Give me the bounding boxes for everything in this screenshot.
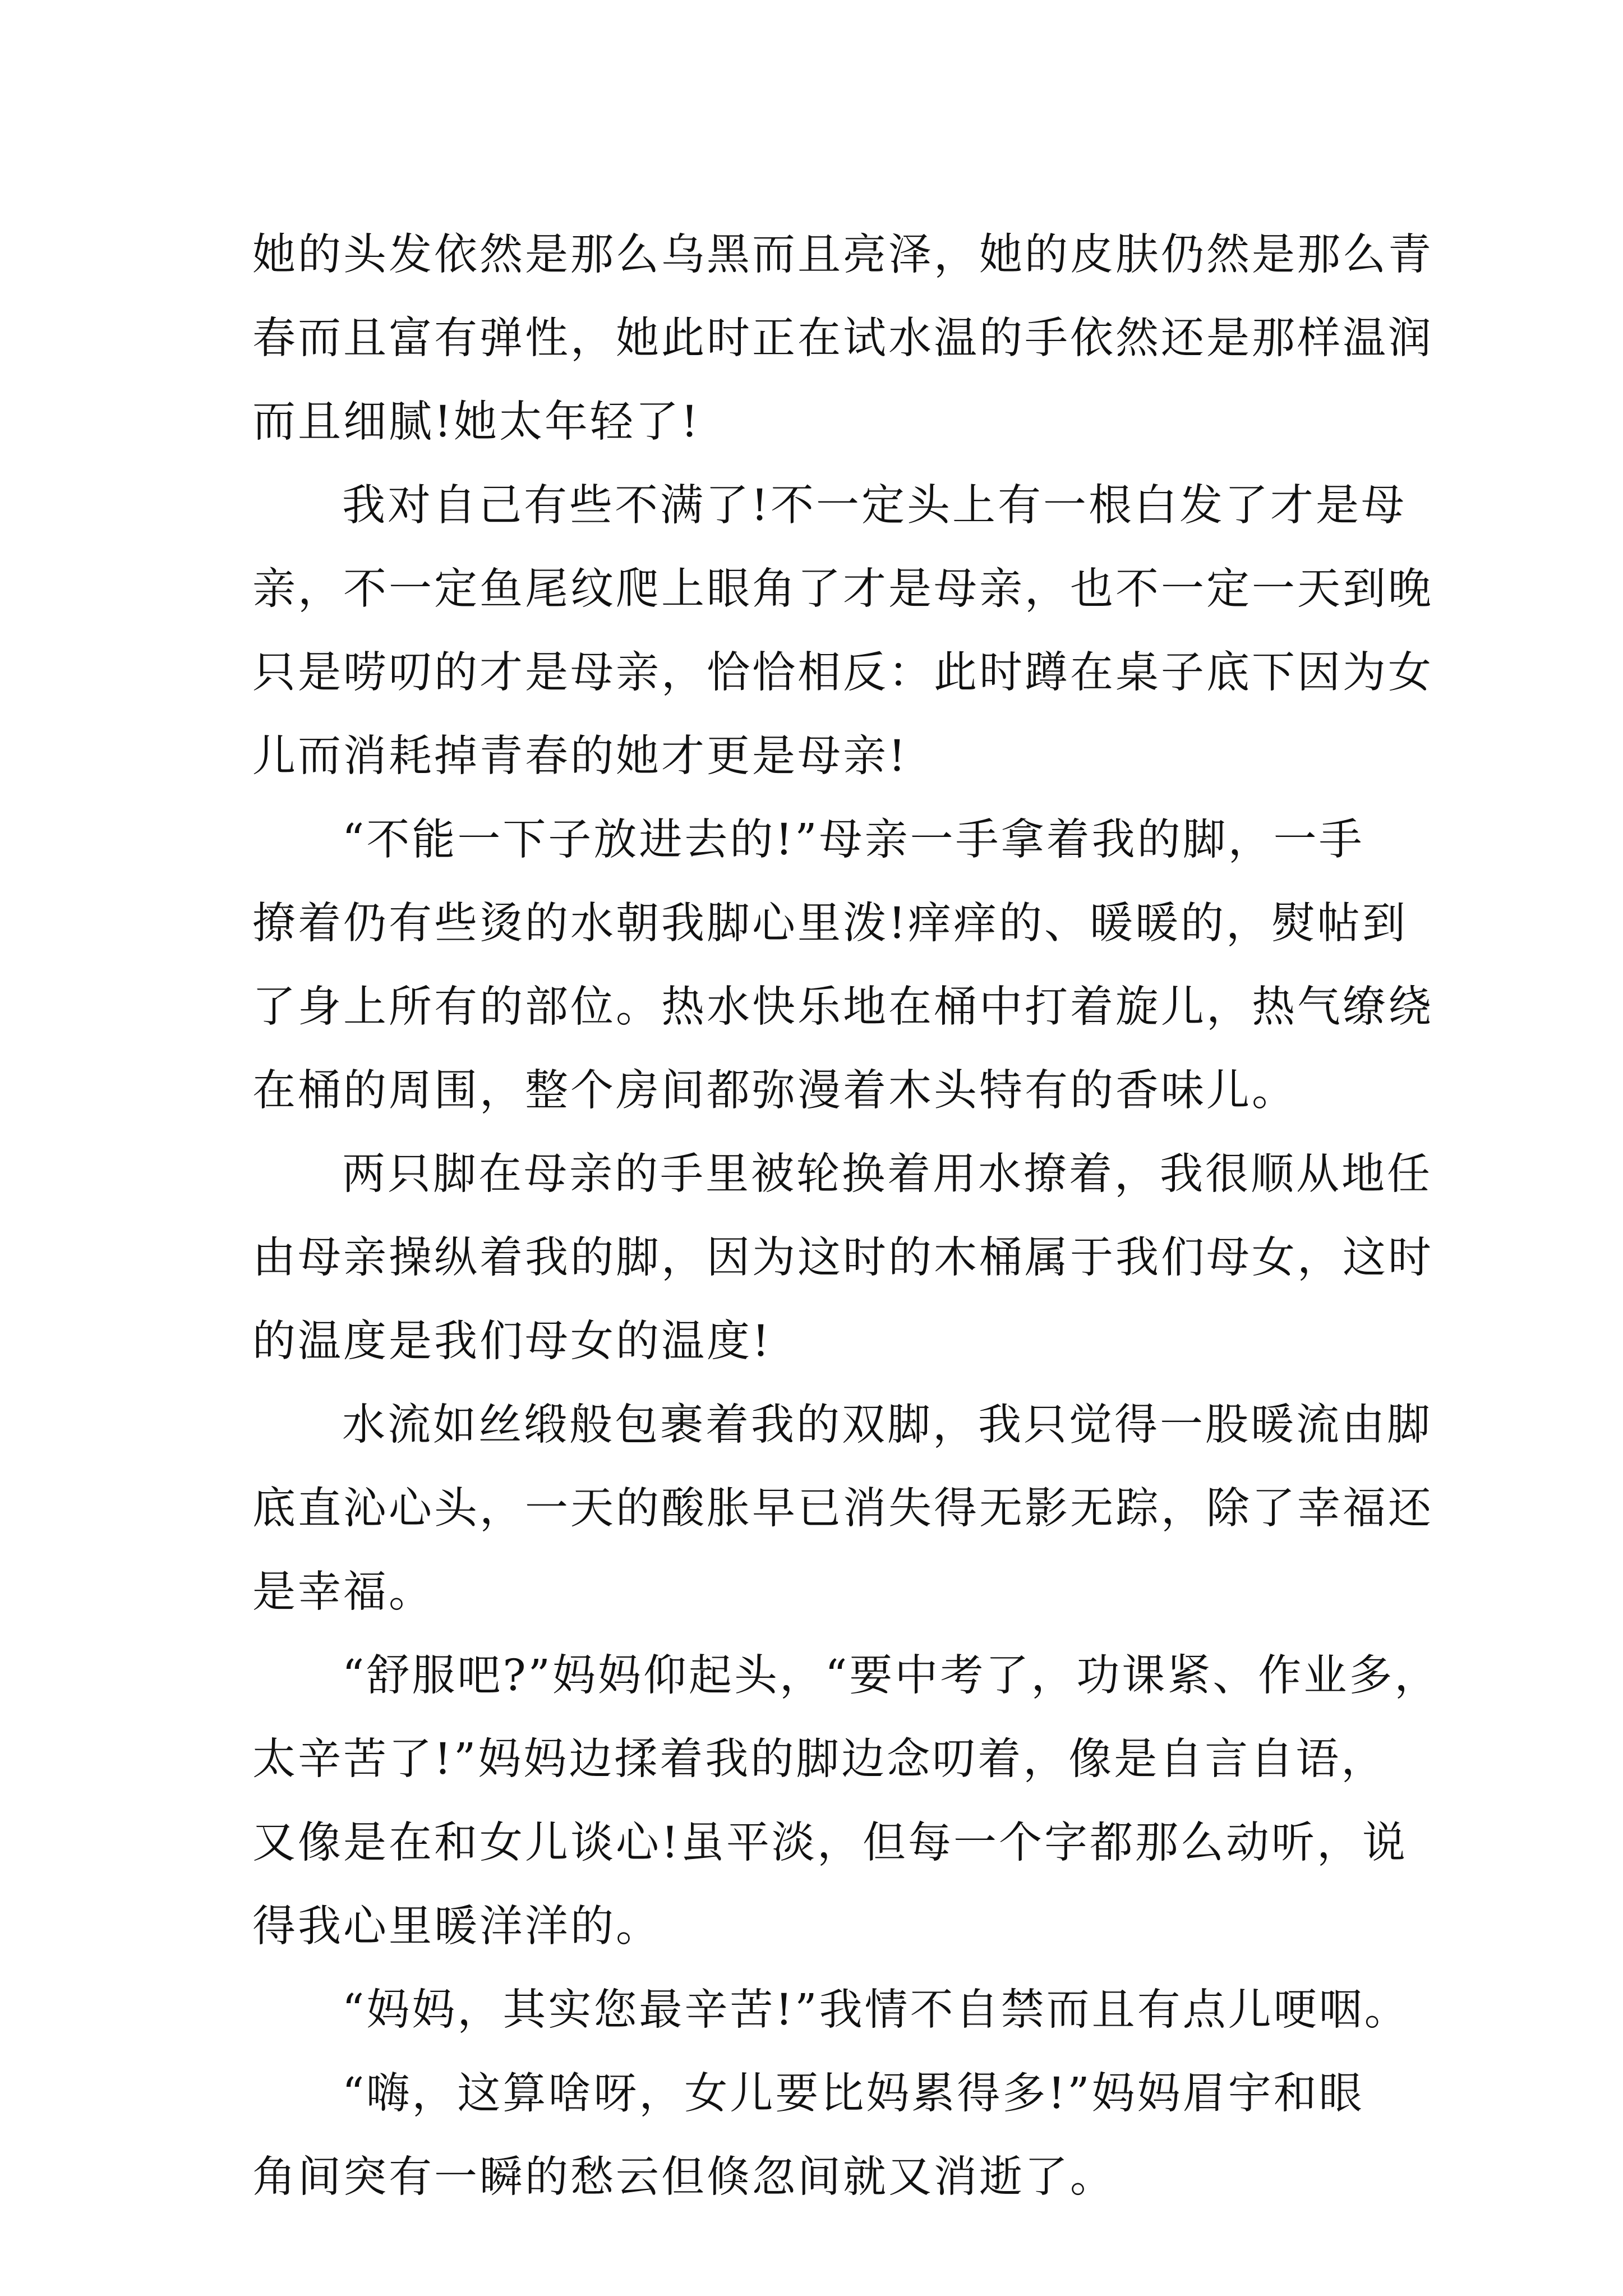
paragraph bbox=[252, 798, 1433, 1133]
paragraph bbox=[252, 213, 1433, 464]
text-line: 底直沁心头，一天的酸胀早已消失得无影无踪，除了幸福还 bbox=[252, 1484, 1433, 1534]
paragraph bbox=[252, 1968, 1410, 2052]
text-line: 太辛苦了!”妈妈边揉着我的脚边念叨着，像是自言自语， bbox=[252, 1734, 1387, 1784]
text-line: “嗨，这算啥呀，女儿要比妈累得多!”妈妈眉宇和眼 bbox=[342, 2069, 1364, 2119]
text-line: 角间突有一瞬的愁云但倏忽间就又消逝了。 bbox=[252, 2152, 1115, 2202]
text-line: 得我心里暖洋洋的。 bbox=[252, 1902, 661, 1952]
paragraph bbox=[252, 1133, 1433, 1383]
text-line: 水流如丝缎般包裹着我的双脚，我只觉得一股暖流由脚 bbox=[342, 1400, 1432, 1450]
text-line: 春而且富有弹性，她此时正在试水温的手依然还是那样温润 bbox=[252, 314, 1433, 364]
text-line: 在桶的周围，整个房间都弥漫着木头特有的香味儿。 bbox=[252, 1066, 1297, 1116]
text-line: 了身上所有的部位。热水快乐地在桶中打着旋儿，热气缭绕 bbox=[252, 982, 1433, 1032]
text-line: 又像是在和女儿谈心!虽平淡，但每一个字都那么动听，说 bbox=[252, 1818, 1408, 1868]
text-line: 而且细腻!她太年轻了! bbox=[252, 397, 700, 447]
text-line: 她的头发依然是那么乌黑而且亮泽，她的皮肤仍然是那么青 bbox=[252, 230, 1433, 280]
text-line: “妈妈，其实您最辛苦!”我情不自禁而且有点儿哽咽。 bbox=[342, 1985, 1410, 2035]
text-line: “不能一下子放进去的!”母亲一手拿着我的脚，一手 bbox=[342, 815, 1364, 865]
document-body bbox=[252, 213, 1440, 2219]
text-line: 亲，不一定鱼尾纹爬上眼角了才是母亲，也不一定一天到晚 bbox=[252, 564, 1433, 614]
paragraph bbox=[252, 464, 1433, 798]
paragraph bbox=[252, 1634, 1440, 1968]
text-line: 两只脚在母亲的手里被轮换着用水撩着，我很顺从地任 bbox=[342, 1149, 1432, 1199]
text-line: 的温度是我们母女的温度! bbox=[252, 1317, 772, 1366]
paragraph bbox=[252, 1383, 1433, 1634]
text-line: 只是唠叨的才是母亲，恰恰相反：此时蹲在桌子底下因为女 bbox=[252, 648, 1433, 698]
text-line: 是幸福。 bbox=[252, 1567, 434, 1617]
text-line: 我对自己有些不满了!不一定头上有一根白发了才是母 bbox=[342, 481, 1407, 531]
paragraph bbox=[252, 2052, 1380, 2219]
text-line: 儿而消耗掉青春的她才更是母亲! bbox=[252, 731, 908, 781]
text-line: “舒服吧?”妈妈仰起头，“要中考了，功课紧、作业多， bbox=[342, 1651, 1440, 1701]
text-line: 由母亲操纵着我的脚，因为这时的木桶属于我们母女，这时 bbox=[252, 1233, 1433, 1283]
text-line: 撩着仍有些烫的水朝我脚心里泼!痒痒的、暖暖的，熨帖到 bbox=[252, 899, 1408, 949]
